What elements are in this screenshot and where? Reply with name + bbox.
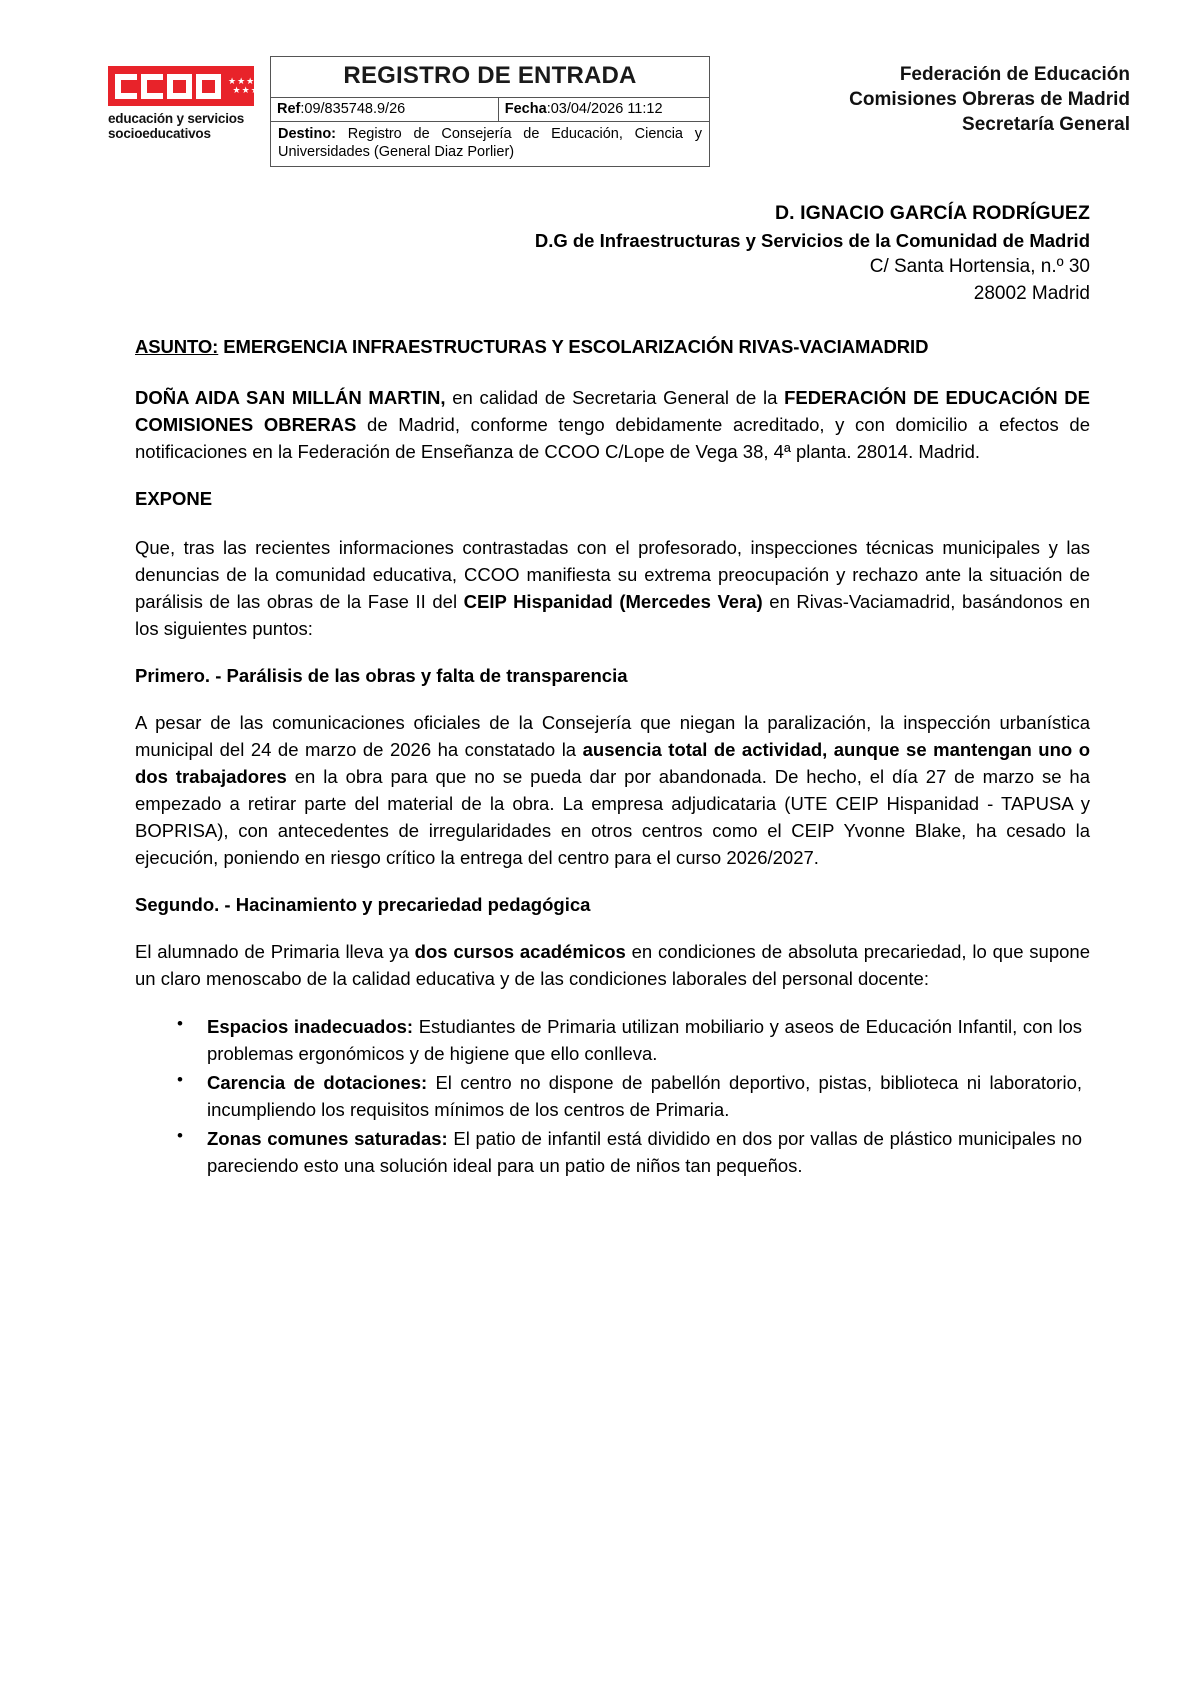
bullet-text-0: Estudiantes de Primaria utilizan mobiliario y aseos de Educación Infantil, con los problemas ergonómicos y de higiene que ello conlleva.	[207, 1015, 1082, 1064]
intro-organization: FEDERACIÓN DE EDUCACIÓN DE COMISIONES OBRERAS	[135, 386, 1090, 435]
intro-signer-name: DOÑA AIDA SAN MILLÁN MARTIN,	[135, 386, 446, 408]
stamp-fecha	[499, 98, 709, 121]
recipient-block	[0, 190, 1200, 308]
stamp-destino-label: Destino:	[278, 126, 336, 142]
madrid-stars-icon: ★ ★ ★ ★ ★ ★ ★	[228, 76, 264, 95]
ccoo-logo	[108, 52, 264, 142]
segundo-text-2: en condiciones de absoluta precariedad, lo que supone un claro menoscabo de la calidad educativa y de las condiciones laborales del personal docente:	[135, 940, 1090, 989]
segundo-paragraph	[135, 938, 1090, 992]
primero-text-2: en la obra para que no se pueda dar por abandonada. De hecho, el día 27 de marzo se ha empezado a retirar parte del material de la obra. La empresa adjudicataria (UTE CEIP Hispanidad - TAPUSA y BOPRISA), con antecedentes de irregularidades en otros centros como el CEIP Yvonne Blake, ha cesado la ejecución, poniendo en riesgo crítico la entrega del centro para el curso 2026/2027.	[135, 765, 1091, 868]
federation-line-1: Federación de Educación	[899, 64, 1130, 85]
document-body	[0, 336, 1200, 1179]
expone-paragraph	[135, 534, 1090, 642]
stamp-ref	[271, 98, 499, 121]
recipient-city: 28002 Madrid	[973, 282, 1090, 304]
expone-text-2: en Rivas-Vaciamadrid, basándonos en los siguientes puntos:	[135, 590, 1090, 639]
primero-text-1: A pesar de las comunicaciones oficiales de la Consejería que niegan la paralización, la inspección urbanística municipal del 24 de marzo de 2026 ha constatado la	[135, 711, 1090, 760]
segundo-bullet-list	[135, 1013, 1090, 1179]
bullet-text-2: El patio de infantil está dividido en dos por vallas de plástico municipales no pareciendo esto una solución ideal para un patio de niños tan pequeños.	[207, 1127, 1082, 1176]
stamp-fecha-label: Fecha	[504, 101, 547, 117]
stamp-destino-value: Registro de Consejería de Educación, Ciencia y Universidades (General Diaz Porlier)	[278, 126, 702, 161]
stamp-ref-label: Ref	[277, 101, 301, 117]
expone-heading: EXPONE	[135, 487, 213, 509]
federation-heading	[710, 52, 1130, 137]
asunto-text: EMERGENCIA INFRAESTRUCTURAS Y ESCOLARIZACIÓN RIVAS-VACIAMADRID	[218, 335, 929, 357]
primero-paragraph	[135, 709, 1090, 871]
list-item	[207, 1125, 1090, 1179]
bullet-lead-1: Carencia de dotaciones:	[207, 1071, 428, 1093]
stamp-title: REGISTRO DE ENTRADA	[271, 57, 709, 98]
federation-line-2: Comisiones Obreras de Madrid	[849, 89, 1130, 111]
expone-text-1: Que, tras las recientes informaciones contrastadas con el profesorado, inspecciones técnicas municipales y las denuncias de la comunidad educativa, CCOO manifiesta su extrema preocupación y rechazo ante la situación de parálisis de las obras de la Fase II del	[135, 536, 1090, 612]
bullet-lead-2: Zonas comunes saturadas:	[207, 1127, 448, 1149]
segundo-heading: Segundo. - Hacinamiento y precariedad pedagógica	[135, 893, 591, 915]
stamp-ref-value: :09/835748.9/26	[300, 101, 406, 117]
primero-bold-1: ausencia total de actividad, aunque se mantengan uno o dos trabajadores	[135, 738, 1090, 787]
intro-text-1: en calidad de Secretaria General de la	[445, 386, 785, 408]
recipient-street: C/ Santa Hortensia, n.º 30	[869, 255, 1090, 277]
document-header	[0, 0, 1200, 190]
ccoo-letters-icon	[115, 74, 221, 99]
primero-heading: Primero. - Parálisis de las obras y falta de transparencia	[135, 664, 628, 686]
intro-text-2: de Madrid, conforme tengo debidamente acreditado, y con domicilio a efectos de notificaciones en la Federación de Enseñanza de CCOO C/Lope de Vega 38, 4ª planta. 28014. Madrid.	[135, 413, 1090, 462]
list-item	[207, 1013, 1090, 1067]
list-item	[207, 1069, 1090, 1123]
bullet-text-1: El centro no dispone de pabellón deportivo, pistas, biblioteca ni laboratorio, incumpliendo los requisitos mínimos de los centros de Primaria.	[207, 1071, 1082, 1120]
segundo-text-1: El alumnado de Primaria lleva ya	[135, 940, 415, 962]
recipient-role: D.G de Infraestructuras y Servicios de la Comunidad de Madrid	[534, 229, 1090, 251]
federation-line-3: Secretaría General	[962, 114, 1130, 136]
bullet-lead-0: Espacios inadecuados:	[207, 1015, 414, 1037]
stamp-fecha-value: :03/04/2026 11:12	[546, 101, 663, 117]
asunto-line	[135, 336, 1090, 358]
segundo-bold-1: dos cursos académicos	[414, 940, 626, 962]
intro-paragraph	[135, 384, 1090, 465]
stamp-destino	[271, 122, 709, 166]
ccoo-logo-caption: educación y servicios socioeducativos	[108, 111, 245, 142]
asunto-label: ASUNTO:	[135, 335, 219, 357]
ccoo-logo-mark	[108, 66, 264, 106]
expone-school-name: CEIP Hispanidad (Mercedes Vera)	[463, 590, 763, 612]
registro-entrada-stamp	[270, 56, 710, 167]
recipient-name: D. IGNACIO GARCÍA RODRÍGUEZ	[774, 202, 1090, 224]
